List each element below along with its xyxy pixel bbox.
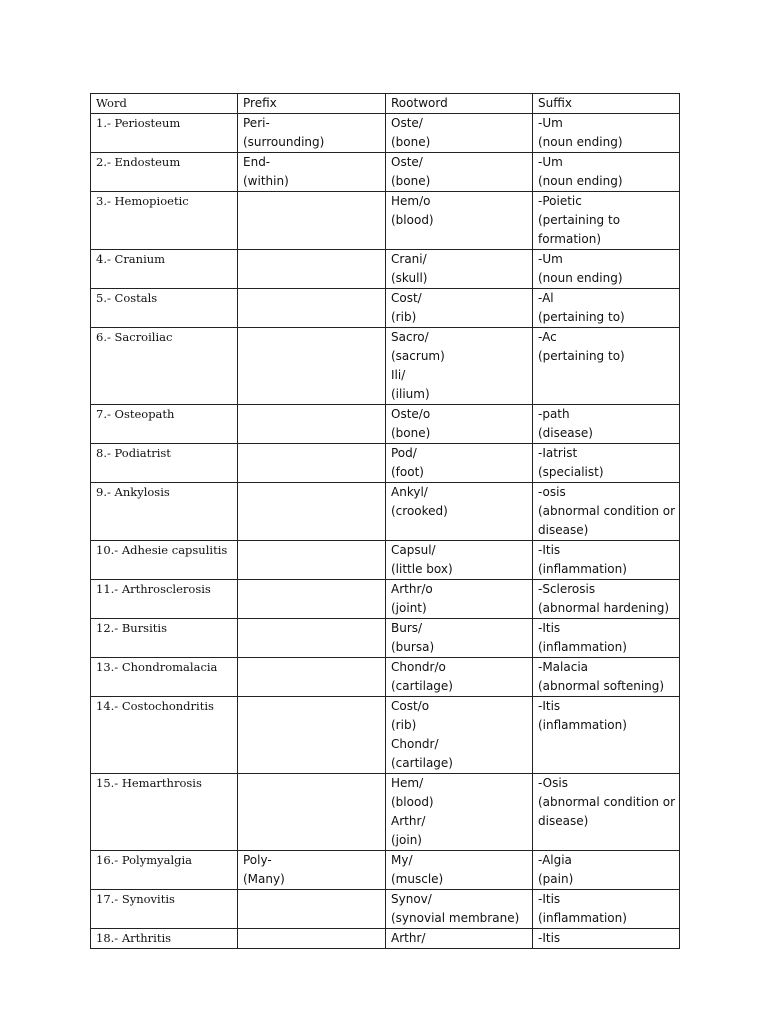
word-cell: 2.- Endosteum	[91, 153, 238, 192]
root-line: (bone)	[391, 174, 431, 188]
word-cell: 10.- Adhesie capsulitis	[91, 541, 238, 580]
table-row	[91, 890, 680, 929]
rootword-cell	[386, 658, 533, 697]
suffix-cell	[533, 658, 680, 697]
prefix-line: (surrounding)	[243, 135, 325, 149]
suffix-line: (inflammation)	[538, 562, 627, 576]
table-row	[91, 774, 680, 851]
suffix-line: (pertaining to)	[538, 349, 625, 363]
root-line: Ili/	[391, 368, 406, 382]
root-line: (cartilage)	[391, 756, 453, 770]
header-prefix: Prefix	[238, 94, 386, 114]
suffix-line: -Itis	[538, 931, 561, 945]
prefix-cell	[238, 192, 386, 250]
rootword-cell	[386, 250, 533, 289]
suffix-line: (noun ending)	[538, 174, 623, 188]
root-line: (little box)	[391, 562, 453, 576]
suffix-line: -Itis	[538, 699, 561, 713]
root-line: (synovial membrane)	[391, 911, 520, 925]
root-line: (cartilage)	[391, 679, 453, 693]
suffix-line: -Um	[538, 155, 563, 169]
word-cell: 6.- Sacroiliac	[91, 328, 238, 405]
root-line: My/	[391, 853, 413, 867]
table-row	[91, 851, 680, 890]
prefix-line: Peri-	[243, 116, 270, 130]
word-cell: 3.- Hemopioetic	[91, 192, 238, 250]
prefix-cell	[238, 250, 386, 289]
suffix-line: (inflammation)	[538, 640, 627, 654]
suffix-line: (inflammation)	[538, 911, 627, 925]
suffix-line: -Malacia	[538, 660, 589, 674]
suffix-line: -Ac	[538, 330, 557, 344]
suffix-cell	[533, 890, 680, 929]
root-line: (rib)	[391, 310, 417, 324]
root-line: Crani/	[391, 252, 427, 266]
prefix-line: (Many)	[243, 872, 285, 886]
root-line: (ilium)	[391, 387, 430, 401]
table-row	[91, 328, 680, 405]
medical-terms-table	[90, 93, 680, 949]
prefix-cell	[238, 328, 386, 405]
rootword-cell	[386, 114, 533, 153]
rootword-cell	[386, 483, 533, 541]
suffix-line: (pertaining to	[538, 213, 621, 227]
word-cell: 11.- Arthrosclerosis	[91, 580, 238, 619]
word-cell: 13.- Chondromalacia	[91, 658, 238, 697]
root-line: Chondr/o	[391, 660, 446, 674]
suffix-line: (abnormal hardening)	[538, 601, 670, 615]
suffix-line: (disease)	[538, 426, 593, 440]
table-row	[91, 114, 680, 153]
root-line: Ankyl/	[391, 485, 428, 499]
header-suffix: Suffix	[533, 94, 680, 114]
prefix-cell	[238, 444, 386, 483]
prefix-cell	[238, 153, 386, 192]
root-line: (joint)	[391, 601, 427, 615]
root-line: (join)	[391, 833, 422, 847]
prefix-line: (within)	[243, 174, 289, 188]
table-row	[91, 483, 680, 541]
root-line: Arthr/o	[391, 582, 433, 596]
rootword-cell	[386, 774, 533, 851]
table-header-row	[91, 94, 680, 114]
root-line: (bursa)	[391, 640, 435, 654]
suffix-line: (pertaining to)	[538, 310, 625, 324]
prefix-cell	[238, 697, 386, 774]
word-cell: 1.- Periosteum	[91, 114, 238, 153]
rootword-cell	[386, 580, 533, 619]
table-row	[91, 153, 680, 192]
table-row	[91, 192, 680, 250]
suffix-line: -path	[538, 407, 570, 421]
header-word: Word	[91, 94, 238, 114]
suffix-cell	[533, 929, 680, 949]
root-line: (bone)	[391, 135, 431, 149]
prefix-cell	[238, 405, 386, 444]
suffix-line: -Itis	[538, 543, 561, 557]
suffix-line: -Iatrist	[538, 446, 578, 460]
suffix-line: -Um	[538, 116, 563, 130]
word-cell: 17.- Synovitis	[91, 890, 238, 929]
suffix-cell	[533, 192, 680, 250]
table-row	[91, 619, 680, 658]
suffix-cell	[533, 580, 680, 619]
root-line: Sacro/	[391, 330, 429, 344]
suffix-cell	[533, 851, 680, 890]
rootword-cell	[386, 697, 533, 774]
rootword-cell	[386, 192, 533, 250]
suffix-line: (specialist)	[538, 465, 604, 479]
prefix-cell	[238, 929, 386, 949]
suffix-cell	[533, 774, 680, 851]
root-line: Capsul/	[391, 543, 436, 557]
suffix-line: (abnormal softening)	[538, 679, 665, 693]
rootword-cell	[386, 289, 533, 328]
suffix-cell	[533, 114, 680, 153]
word-cell: 14.- Costochondritis	[91, 697, 238, 774]
suffix-cell	[533, 289, 680, 328]
word-cell: 7.- Osteopath	[91, 405, 238, 444]
suffix-cell	[533, 697, 680, 774]
prefix-cell	[238, 114, 386, 153]
table-row	[91, 444, 680, 483]
root-line: (blood)	[391, 213, 434, 227]
suffix-cell	[533, 483, 680, 541]
table-row	[91, 697, 680, 774]
root-line: Burs/	[391, 621, 423, 635]
suffix-line: disease)	[538, 523, 589, 537]
root-line: Oste/	[391, 155, 423, 169]
rootword-cell	[386, 444, 533, 483]
word-cell: 16.- Polymyalgia	[91, 851, 238, 890]
rootword-cell	[386, 890, 533, 929]
table-row	[91, 250, 680, 289]
rootword-cell	[386, 153, 533, 192]
prefix-cell	[238, 580, 386, 619]
suffix-line: formation)	[538, 232, 601, 246]
suffix-line: (abnormal condition or	[538, 795, 676, 809]
root-line: (sacrum)	[391, 349, 445, 363]
root-line: Pod/	[391, 446, 417, 460]
rootword-cell	[386, 541, 533, 580]
word-cell: 9.- Ankylosis	[91, 483, 238, 541]
suffix-line: (pain)	[538, 872, 574, 886]
prefix-cell	[238, 774, 386, 851]
root-line: Arthr/	[391, 814, 426, 828]
table-row	[91, 289, 680, 328]
suffix-cell	[533, 444, 680, 483]
root-line: (blood)	[391, 795, 434, 809]
root-line: Hem/o	[391, 194, 431, 208]
root-line: (bone)	[391, 426, 431, 440]
word-cell: 12.- Bursitis	[91, 619, 238, 658]
suffix-line: (noun ending)	[538, 135, 623, 149]
table-row	[91, 929, 680, 949]
root-line: (crooked)	[391, 504, 448, 518]
suffix-line: (noun ending)	[538, 271, 623, 285]
prefix-line: Poly-	[243, 853, 272, 867]
rootword-cell	[386, 405, 533, 444]
root-line: (muscle)	[391, 872, 444, 886]
root-line: (rib)	[391, 718, 417, 732]
suffix-line: (abnormal condition or	[538, 504, 676, 518]
suffix-cell	[533, 328, 680, 405]
suffix-line: -Sclerosis	[538, 582, 596, 596]
root-line: (foot)	[391, 465, 424, 479]
prefix-cell	[238, 619, 386, 658]
word-cell: 4.- Cranium	[91, 250, 238, 289]
suffix-cell	[533, 619, 680, 658]
suffix-line: -Itis	[538, 892, 561, 906]
root-line: (skull)	[391, 271, 428, 285]
table-row	[91, 405, 680, 444]
root-line: Synov/	[391, 892, 432, 906]
suffix-line: -Osis	[538, 776, 568, 790]
root-line: Cost/	[391, 291, 422, 305]
table-row	[91, 580, 680, 619]
suffix-line: (inflammation)	[538, 718, 627, 732]
word-cell: 18.- Arthritis	[91, 929, 238, 949]
suffix-line: -Poietic	[538, 194, 582, 208]
root-line: Oste/	[391, 116, 423, 130]
suffix-line: -Al	[538, 291, 554, 305]
prefix-cell	[238, 851, 386, 890]
prefix-cell	[238, 483, 386, 541]
suffix-line: -Itis	[538, 621, 561, 635]
prefix-cell	[238, 658, 386, 697]
root-line: Chondr/	[391, 737, 439, 751]
prefix-line: End-	[243, 155, 271, 169]
rootword-cell	[386, 328, 533, 405]
table-row	[91, 541, 680, 580]
suffix-cell	[533, 541, 680, 580]
word-cell: 8.- Podiatrist	[91, 444, 238, 483]
table-row	[91, 658, 680, 697]
suffix-line: -Um	[538, 252, 563, 266]
root-line: Oste/o	[391, 407, 431, 421]
suffix-cell	[533, 153, 680, 192]
prefix-cell	[238, 289, 386, 328]
rootword-cell	[386, 851, 533, 890]
suffix-line: -Algia	[538, 853, 572, 867]
suffix-line: -osis	[538, 485, 566, 499]
root-line: Hem/	[391, 776, 424, 790]
prefix-cell	[238, 541, 386, 580]
word-cell: 15.- Hemarthrosis	[91, 774, 238, 851]
root-line: Arthr/	[391, 931, 426, 945]
suffix-cell	[533, 405, 680, 444]
rootword-cell	[386, 619, 533, 658]
word-cell: 5.- Costals	[91, 289, 238, 328]
suffix-line: disease)	[538, 814, 589, 828]
suffix-cell	[533, 250, 680, 289]
header-rootword: Rootword	[386, 94, 533, 114]
rootword-cell	[386, 929, 533, 949]
root-line: Cost/o	[391, 699, 430, 713]
prefix-cell	[238, 890, 386, 929]
